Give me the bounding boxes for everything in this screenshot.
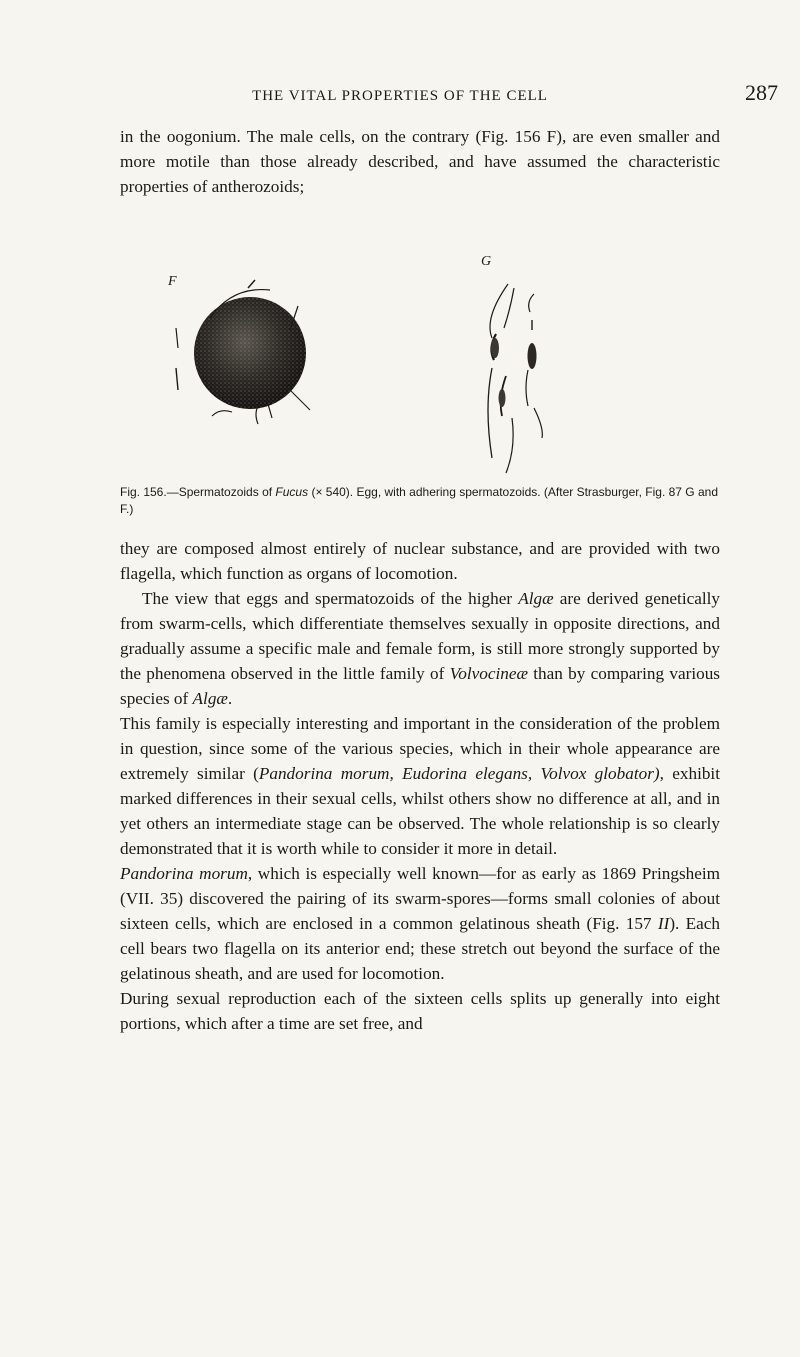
- figure-label-f: F: [168, 274, 177, 289]
- caption-genus: Fucus: [275, 485, 309, 499]
- paragraph-pandorina: Pandorina morum, which is especially well known—for as early as 1869 Pringsheim (VII. 35) discovered the pairing of its swarm-spores—forms small colonies of about sixteen cells, which are enclosed in a common gelatinous sheath (Fig. 157 II). Each cell bears two flagella on its anterior end; these stretch out beyond the surface of the gelatinous sheath, and are used for locomotion.: [120, 864, 721, 983]
- page-number: 287: [745, 80, 778, 105]
- paragraph-top: [120, 124, 720, 199]
- paragraph-family: This family is especially interesting and important in the consideration of the problem in question, since some of the various species, which in their whole appearance are extremely similar (Pandorina morum, Eudorina elegans, Volvox globator), exhibit marked differences in their sexual cells, whilst others show no difference at all, and in yet others an intermediate stage can be observed. The whole relationship is so clearly demonstrated that it is worth while to consider it more in detail.: [120, 714, 720, 858]
- figure-label-g: G: [481, 254, 492, 269]
- paragraph-oogonium: in the oogonium. The male cells, on the contrary (Fig. 156 F), are even smaller and more motile than those already described, and have assumed the characteristic properties of antherozoids;: [120, 127, 720, 196]
- running-title: THE VITAL PROPERTIES OF THE CELL: [252, 88, 548, 104]
- spermatozoids-g: [488, 284, 542, 473]
- paragraph-view: The view that eggs and spermatozoids of the higher Algæ are derived genetically from swarm-cells, which differentiate themselves sexually in opposite directions, and gradually assume a specific male and female form, is still more strongly supported by the phenomena observed in the little family of Volvocineæ than by comparing various species of Algæ.: [120, 589, 720, 708]
- egg-f: [176, 280, 310, 424]
- paragraph-continuation: they are composed almost entirely of nuclear substance, and are provided with two flagella, which function as organs of locomotion.: [120, 539, 720, 583]
- figure-caption: Fig. 156.—Spermatozoids of Fucus (× 540). Egg, with adhering spermatozoids. (After Strasburger, Fig. 87 G and F.): [120, 485, 718, 516]
- main-text: [120, 536, 720, 1036]
- paragraph-sexual-reproduction: During sexual reproduction each of the sixteen cells splits up generally into eight portions, which after a time are set free, and: [120, 989, 720, 1033]
- figure-156: [120, 254, 720, 488]
- spermatozoid-illustration: [120, 258, 720, 488]
